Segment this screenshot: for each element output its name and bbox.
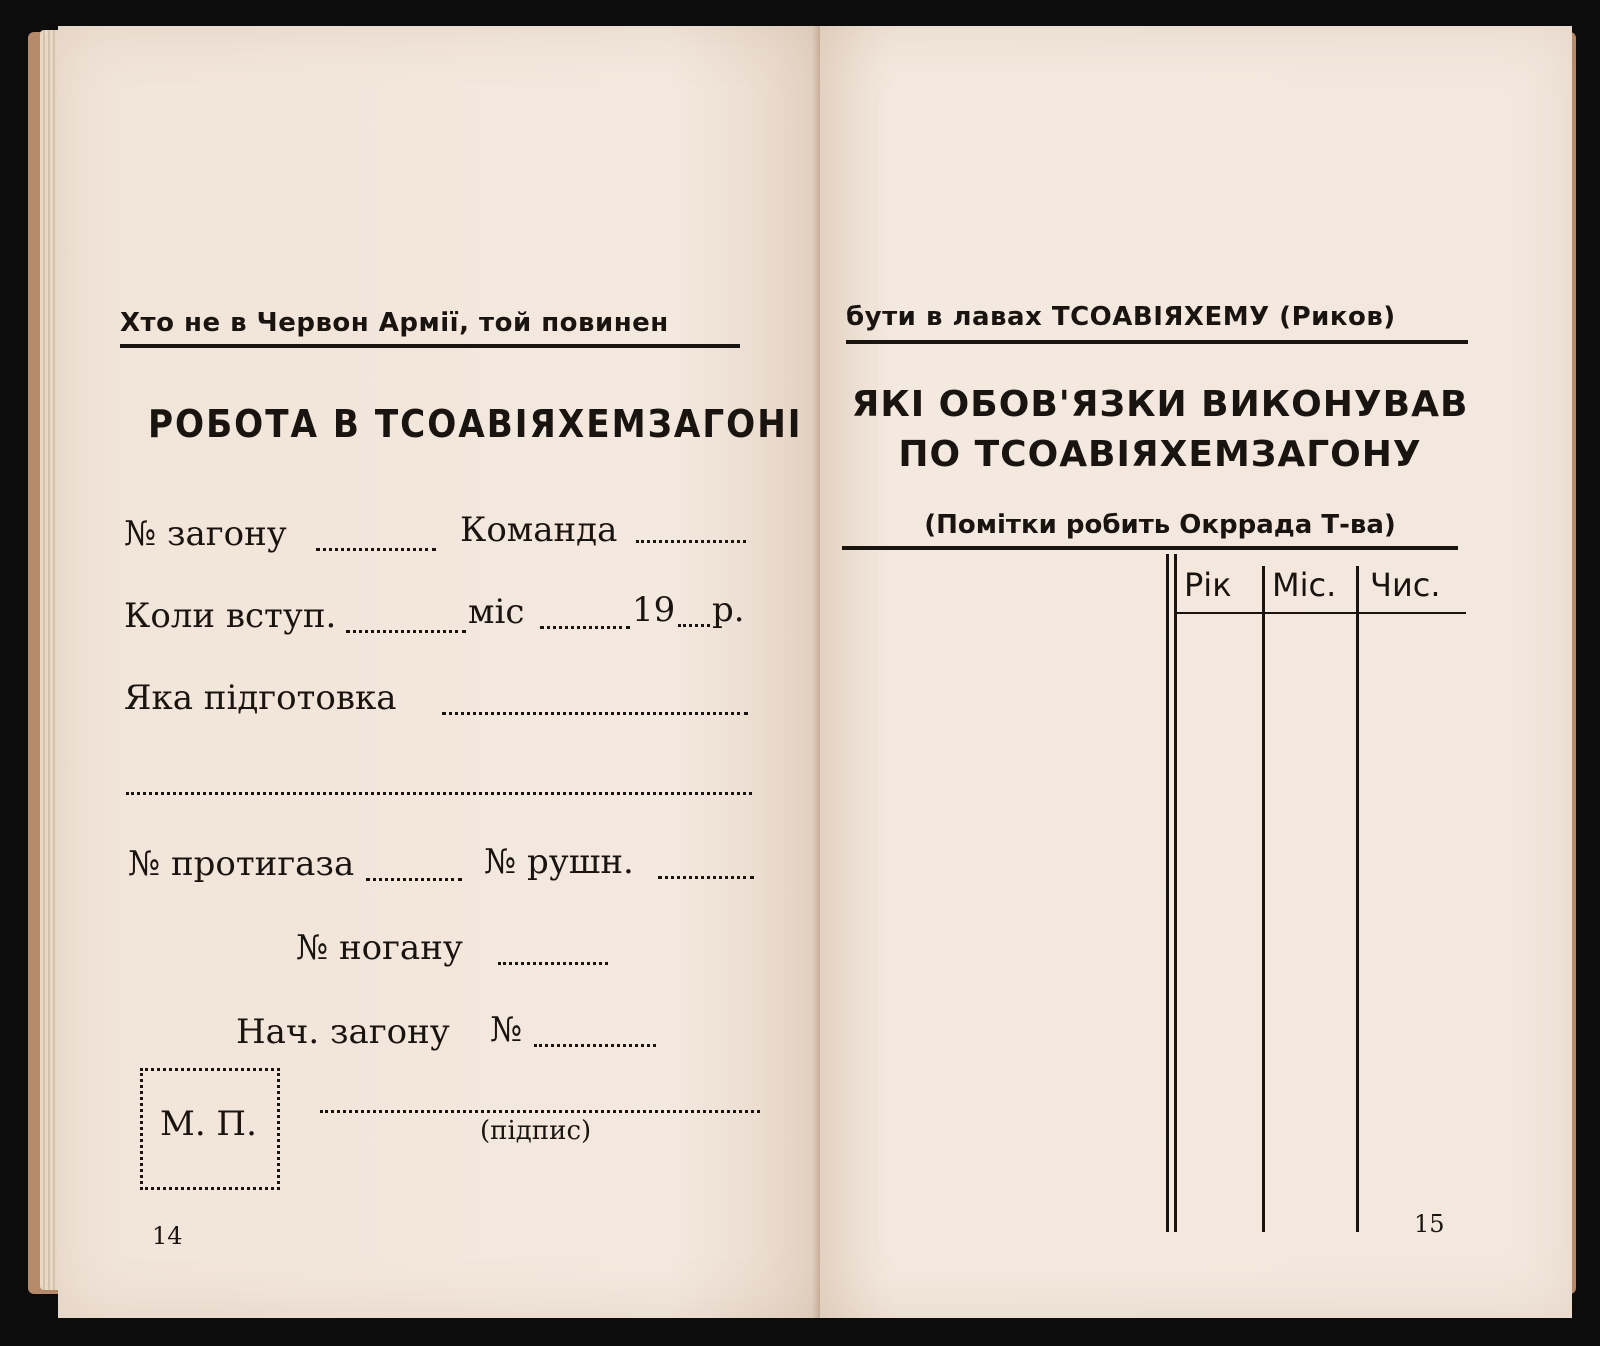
joined-day-field[interactable] (346, 630, 466, 633)
right-page (820, 26, 1572, 1318)
table-divider-month (1356, 566, 1359, 1232)
year-field[interactable] (678, 624, 710, 627)
training-field-line2[interactable] (126, 792, 752, 795)
unit-no-label: № загону (124, 514, 287, 554)
chief-no-label: № (490, 1010, 523, 1050)
stamp-label: М. П. (160, 1104, 257, 1144)
rifle-field[interactable] (658, 876, 754, 879)
left-heading: РОБОТА В ТСОАВІЯХЕМЗАГОНІ (148, 402, 803, 446)
table-divider-main (1166, 554, 1169, 1232)
joined-label: Коли вступ. (124, 596, 337, 636)
revolver-field[interactable] (498, 962, 608, 965)
left-page (58, 26, 820, 1318)
unit-chief-label: Нач. загону (236, 1012, 450, 1052)
table-divider-main-2 (1174, 554, 1177, 1232)
month-field[interactable] (540, 626, 630, 629)
chief-no-field[interactable] (534, 1044, 656, 1047)
gas-mask-label: № протигаза (128, 844, 355, 884)
table-divider-year (1262, 566, 1265, 1232)
month-label: міс (468, 592, 525, 632)
gas-mask-field[interactable] (366, 878, 462, 881)
right-banner: бути в лавах ТСОАВІЯХЕМУ (Риков) (846, 302, 1396, 332)
left-banner: Хто не в Червон Армії, той повинен (120, 308, 669, 338)
unit-no-field[interactable] (316, 548, 436, 551)
column-day: Чис. (1370, 566, 1441, 604)
left-page-number: 14 (152, 1222, 183, 1250)
year-suffix: р. (712, 590, 745, 630)
note-rule (842, 546, 1458, 550)
table-header-rule (1176, 612, 1466, 614)
right-banner-rule (846, 340, 1468, 344)
signature-field[interactable] (320, 1110, 760, 1113)
revolver-label: № ногану (296, 928, 463, 968)
year-prefix: 19 (632, 590, 676, 630)
right-note: (Помітки робить Окррада Т-ва) (924, 510, 1396, 540)
left-banner-rule (120, 344, 740, 348)
training-field[interactable] (442, 712, 748, 715)
right-heading-line1: ЯКІ ОБОВ'ЯЗКИ ВИКОНУВАВ (851, 384, 1469, 425)
right-page-number: 15 (1414, 1210, 1445, 1238)
training-label: Яка підготовка (124, 678, 397, 718)
column-year: Рік (1184, 566, 1232, 604)
team-label: Команда (460, 510, 618, 550)
team-field[interactable] (636, 540, 746, 543)
rifle-label: № рушн. (484, 842, 634, 882)
signature-label: (підпис) (480, 1116, 592, 1146)
column-month: Міс. (1272, 566, 1337, 604)
right-heading-line2: ПО ТСОАВІЯХЕМЗАГОНУ (898, 434, 1422, 475)
